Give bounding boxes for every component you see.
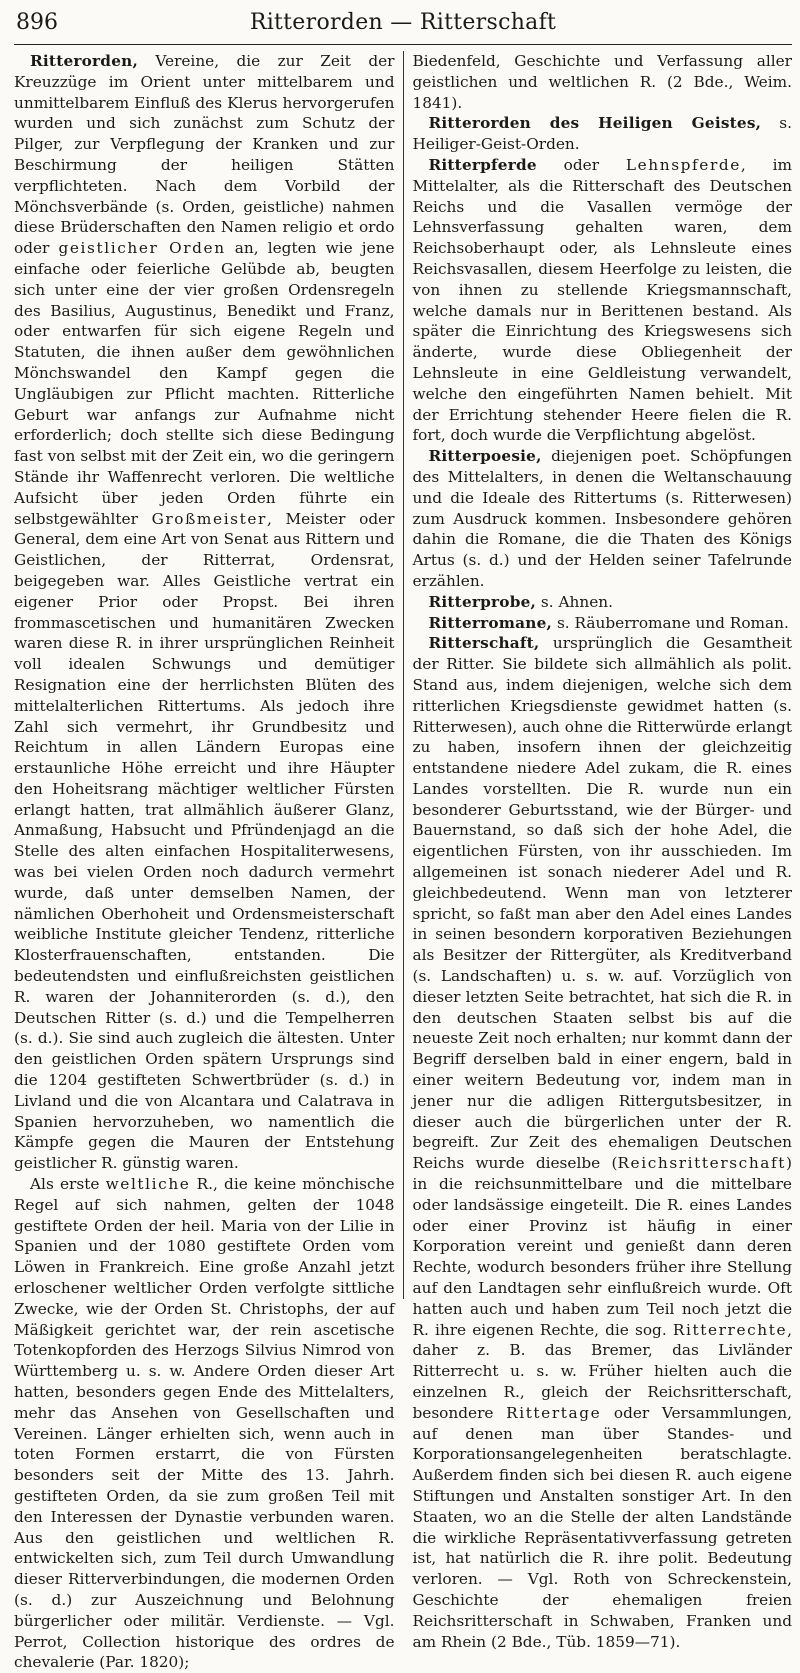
right-column [403, 51, 792, 1651]
entry-text: ursprünglich die Gesamtheit der Ritter. Sie bildete sich allmählich als polit. Stand aus, indem diejenigen, welche sich dem ritterlichen Kriegsdienste gewidmet hatten (s. Ritterwesen), auch ohne die Ritterwürde erlangt zu haben, insofern ihnen der gleichzeitig entstandene niedere Adel zukam, die R. eines Landes vorstellten. Die R. wurde nun ein besonderer Geburtsstand, wie der Bürger- und Bauernstand, so daß sich der hohe Adel, die eigentlichen Fürsten, von ihr ausschieden. Im allgemeinen ist sonach niederer Adel und R. gleichbedeutend. Wenn man von letzterer spricht, so faßt man aber den Adel eines Landes in seinen besondern korporativen Beziehungen als Besitzer der Rittergüter, als Kreditverband (s. Landschaften) u. s. w. auf. Vorzüglich von dieser letzten Seite betrachtet, hat sich die R. in den deutschen Staaten selbst bis auf die neueste Zeit noch erhalten; nur kommt dann der Begriff derselben bald in einer engern, bald in einer weitern Bedeutung vor, indem man in jener nur die adligen Rittergutsbesitzer, in dieser auch die bürgerlichen unter der R. begreift. Zur Zeit des ehemaligen Deutschen Reichs wurde dieselbe ( [412, 634, 792, 1173]
spaced-term: Reichsritterschaft [617, 1154, 787, 1173]
spaced-term: Großmeister [151, 509, 267, 528]
entry-text: Biedenfeld, Geschichte und Verfassung aller geistlichen und weltlichen R. (2 Bde., Weim. 1841). [412, 52, 792, 112]
entry-headword: Ritterpoesie, [428, 447, 542, 466]
entry-text: s. Heiliger-Geist-Orden. [412, 114, 792, 154]
entry-headword: Ritterschaft, [428, 634, 540, 653]
entry-text: an, legten wie jene einfache oder feierliche Gelübde ab, beugten sich unter eine der vier großen Ordensregeln des Basilius, Augustinus, Benedikt und Franz, oder entwarfen für sich eigene Regeln und Statuten, die ihnen außer dem gewöhnlichen Mönchswandel den Kampf gegen die Ungläubigen zur Pflicht machten. Ritterliche Geburt war anfangs zur Aufnahme nicht erforderlich; doch stellte sich diese Bedingung fast von selbst mit der Zeit ein, wo die geringern Stände ihr Waffenrecht verloren. Die weltliche Aufsicht über jeden Orden führte ein selbstgewählter [14, 239, 395, 528]
entry-headword: Ritterorden, [30, 52, 138, 70]
entry-text: , daher z. B. das Bremer, das Livländer Ritterrecht u. s. w. Früher hielten auch die einzelnen R., gleich der Reichsritterschaft, besondere [412, 1320, 792, 1422]
spaced-term: weltliche [105, 1175, 191, 1194]
spaced-term: Rittertage [506, 1403, 602, 1422]
entry-ritterorden [14, 51, 395, 1174]
entry-pferde [412, 155, 792, 446]
entry-heiligen [412, 113, 792, 155]
spaced-term: Ritterrechte [672, 1320, 788, 1339]
entry-text: , Meister oder General, dem eine Art von Senat aus Rittern und Geistlichen, der Ritterrat, Ordensrat, beigegeben war. Alles Geistliche vertrat ein eigener Prior oder Propst. Bei ihren frommascetischen und humanitären Zwecken waren diese R. in ihrer ursprünglichen Reinheit voll idealen Schwungs und demütiger Resignation eine der herrlichsten Blüten des mittelalterlichen Rittertums. Als jedoch ihre Zahl sich vermehrt, ihr Grundbesitz und Reichtum in allen Ländern Europas eine erstaunliche Höhe erreicht und ihre Häupter den Hoheitsrang mächtiger weltlicher Fürsten erlangt hatten, trat allmählich äußerer Glanz, Anmaßung, Habsucht und Pfründenjagd an die Stelle des alten einfachen Hospitaliterwesens, was bei vielen Orden noch dadurch vermehrt wurde, daß unter demselben Namen, der nämlichen Oberhoheit und Ordensmeisterschaft weibliche Institute gleicher Tendenz, ritterliche Klosterfrauenschaften, entstanden. Die bedeutendsten und einflußreichsten geistlichen R. waren der Johanniterorden (s. d.), den Deutschen Ritter (s. d.) und die Tempelherren (s. d.). Sie sind auch zugleich die ältesten. Unter den geistlichen Orden spätern Ursprungs sind die 1204 gestifteten Schwertbrüder (s. d.) in Livland und die von Alcantara und Calatrava in Spanien hervorzuheben, wo namentlich die Kämpfe gegen die Mauren der Entstehung geistlicher R. günstig waren. [14, 509, 395, 1173]
entry-headword: Ritterromane, [428, 613, 553, 632]
entry-headword: Ritterorden des Heiligen Geistes, [428, 114, 762, 133]
entry-text: s. Ahnen. [540, 592, 614, 611]
page-number: 896 [16, 10, 58, 35]
page-header [14, 4, 792, 45]
spaced-term: Lehnspferde [625, 155, 741, 174]
entry-romane [412, 613, 792, 634]
spaced-term: geistlicher Orden [58, 239, 226, 258]
left-column [14, 51, 403, 1672]
entry-text: R., die keine mönchische Regel auf sich nahmen, gelten der 1048 gestiftete Orden der heil. Maria von der Lilie in Spanien und der 1080 gestiftete Orden vom Löwen in Frankreich. Eine große Anzahl jetzt erloschener weltlicher Orden verfolgte sittliche Zwecke, wie der Orden St. Christophs, der auf Mäßigkeit gerichtet war, der rein ascetische Totenkopforden des Herzogs Silvius Nimrod von Württemberg u. s. w. Andere Orden dieser Art hatten, besonders gegen Ende des Mittelalters, mehr das Ansehen von Gesellschaften und Vereinen. Länger erhielten sich, wenn auch in toten Formen erstarrt, die von Fürsten besonders seit der Mitte des 13. Jahrh. gestifteten Orden, da sie zum großen Teil mit den Interessen der Dynastie verbunden waren. Aus den geistlichen und weltlichen R. entwickelten sich, zum Teil durch Umwandlung dieser Ritterverbindungen, die modernen Orden (s. d.) zur Auszeichnung und Belohnung bürgerlicher oder militär. Verdienste. — Vgl. Perrot, Collection historique des ordres de chevalerie (Par. 1820); [14, 1175, 395, 1672]
entry-text: oder [563, 155, 626, 174]
entry-text: Als erste [30, 1175, 106, 1194]
entry-text: s. Räuberromane und Roman. [556, 613, 789, 632]
entry-probe [412, 592, 792, 613]
entry-text: oder Versammlungen, auf denen man über Standes- und Korporationsangelegenheiten beratschlagte. Außerdem finden sich bei diesen R. auch eigene Stiftungen und Anstalten sonstiger Art. In den Staaten, wo an die Stelle der alten Landstände die wirkliche Repräsentativverfassung getreten ist, hat natürlich die R. ihre polit. Bedeutung verloren. — Vgl. Roth von Schreckenstein, Geschichte der ehemaligen freien Reichsritterschaft in Schwaben, Franken und am Rhein (2 Bde., Tüb. 1859—71). [412, 1403, 792, 1651]
entry-headword: Ritterpferde [428, 155, 537, 174]
entry-text: diejenigen poet. Schöpfungen des Mittelalters, in denen die Weltanschauung und die Ideale des Rittertums (s. Ritterwesen) zum Ausdruck kommen. Insbesondere gehören dahin die Romane, die die Thaten des Königs Artus (s. d.) und der Helden seiner Tafelrunde erzählen. [412, 447, 792, 590]
entry-text: Vereine, die zur Zeit der Kreuzzüge im Orient unter mittelbarem und unmittelbarem Einfluß des Klerus hervorgerufen wurden und sich zunächst zum Schutz der Pilger, zur Verpflegung der Kranken und zur Beschirmung der heiligen Stätten verpflichteten. Nach dem Vorbild der Mönchsverbände (s. Orden, geistliche) nahmen diese Brüderschaften den Namen religio et ordo oder [14, 52, 395, 258]
running-title: Ritterorden — Ritterschaft [249, 10, 557, 35]
entry-cont [412, 51, 792, 113]
text-columns [14, 51, 792, 1672]
entry-schaft [412, 633, 792, 1652]
entry-text: ) in die reichsunmittelbare und die mittelbare oder landsässige eingeteilt. Die R. eines Landes oder einer Provinz ist häufig in einer Korporation vereint und genießt dann deren Rechte, wodurch besonders früher ihre Stellung auf den Landtagen sehr einflußreich wurde. Oft hatten auch und haben zum Teil noch jetzt die R. ihre eigenen Rechte, die sog. [412, 1154, 792, 1339]
entry-headword: Ritterprobe, [428, 592, 537, 611]
entry-poesie [412, 446, 792, 592]
entry-weltliche [14, 1174, 395, 1673]
entry-text: , im Mittelalter, als die Ritterschaft des Deutschen Reichs und die Vasallen vermöge der Lehnsverfassung gehalten waren, dem Reichsoberhaupt oder, als Lehnsleute eines Reichsvasallen, diesem Heerfolge zu leisten, die von ihnen zu stellende Kriegsmannschaft, welche damals nur in Berittenen bestand. Als später die Einrichtung des Kriegswesens sich änderte, wurde diese Obliegenheit der Lehnsleute in eine Geldleistung verwandelt, welche den eingeführten Namen behielt. Mit der Errichtung stehender Heere fielen die R. fort, doch wurde die Verpflichtung abgelöst. [412, 155, 792, 445]
